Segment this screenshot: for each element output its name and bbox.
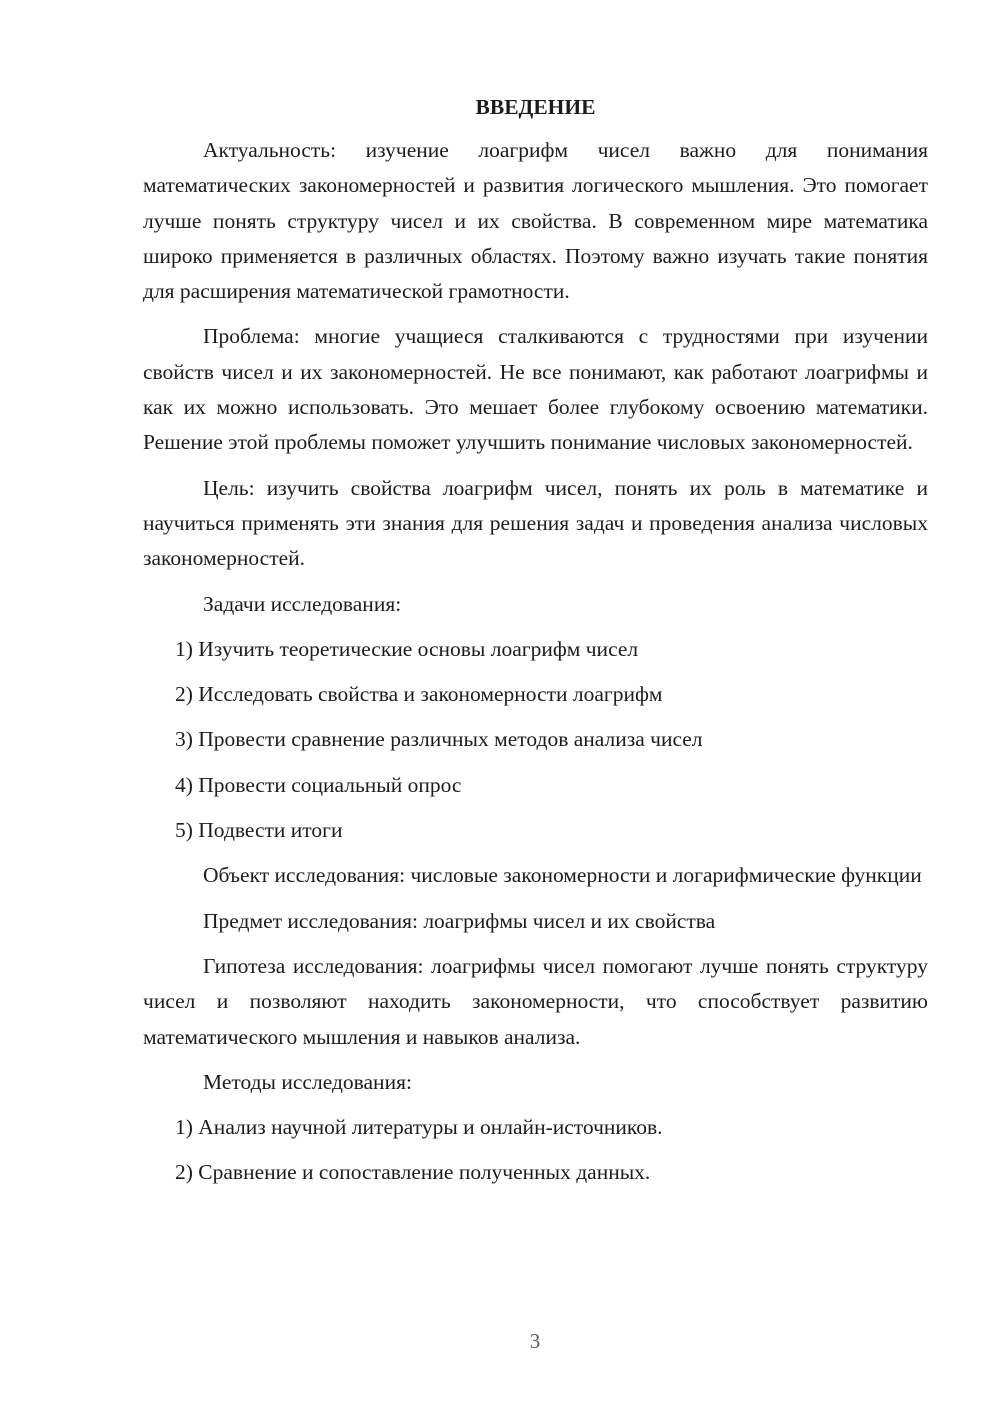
document-page [143, 90, 928, 1201]
tasks-list [143, 632, 928, 848]
tasks-heading: Задачи исследования: [203, 591, 402, 616]
methods-list [143, 1110, 928, 1191]
list-item: 1) Изучить теоретические основы лоагрифм чисел [175, 636, 639, 661]
list-item: 2) Сравнение и сопоставление полученных данных. [175, 1160, 651, 1185]
list-item: 1) Анализ научной литературы и онлайн-источников. [175, 1115, 663, 1140]
list-item: 2) Исследовать свойства и закономерности лоагрифм [175, 682, 663, 707]
relevance-paragraph: Актуальность: изучение лоагрифм чисел важно для понимания математических закономерностей и развития логического мышления. Это помогает лучше понять структуру чисел и их свойства. В современном мире математика широко применяется в различных областях. Поэтому важно изучать такие понятия для расширения математической грамотности. [143, 138, 928, 304]
problem-paragraph: Проблема: многие учащиеся сталкиваются с трудностями при изучении свойств чисел и их закономерностей. Не все понимают, как работают лоагрифмы и как их можно использовать. Это мешает более глубокому освоению математики. Решение этой проблемы поможет улучшить понимание числовых закономерностей. [143, 324, 928, 455]
object-paragraph: Объект исследования: числовые закономерности и логарифмические функции [203, 863, 922, 888]
page-title: ВВЕДЕНИЕ [475, 95, 596, 119]
hypothesis-paragraph: Гипотеза исследования: лоагрифмы чисел помогают лучше понять структуру чисел и позволяют находить закономерности, что способствует развитию математического мышления и навыков анализа. [143, 953, 928, 1049]
list-item: 3) Провести сравнение различных методов анализа чисел [175, 727, 703, 752]
page-number: 3 [529, 1329, 541, 1353]
methods-heading: Методы исследования: [203, 1069, 412, 1094]
list-item: 5) Подвести итоги [175, 818, 343, 843]
subject-paragraph: Предмет исследования: лоагрифмы чисел и их свойства [203, 908, 716, 933]
list-item: 4) Провести социальный опрос [175, 772, 462, 797]
goal-paragraph: Цель: изучить свойства лоагрифм чисел, понять их роль в математике и научиться применять эти знания для решения задач и проведения анализа числовых закономерностей. [143, 475, 928, 571]
